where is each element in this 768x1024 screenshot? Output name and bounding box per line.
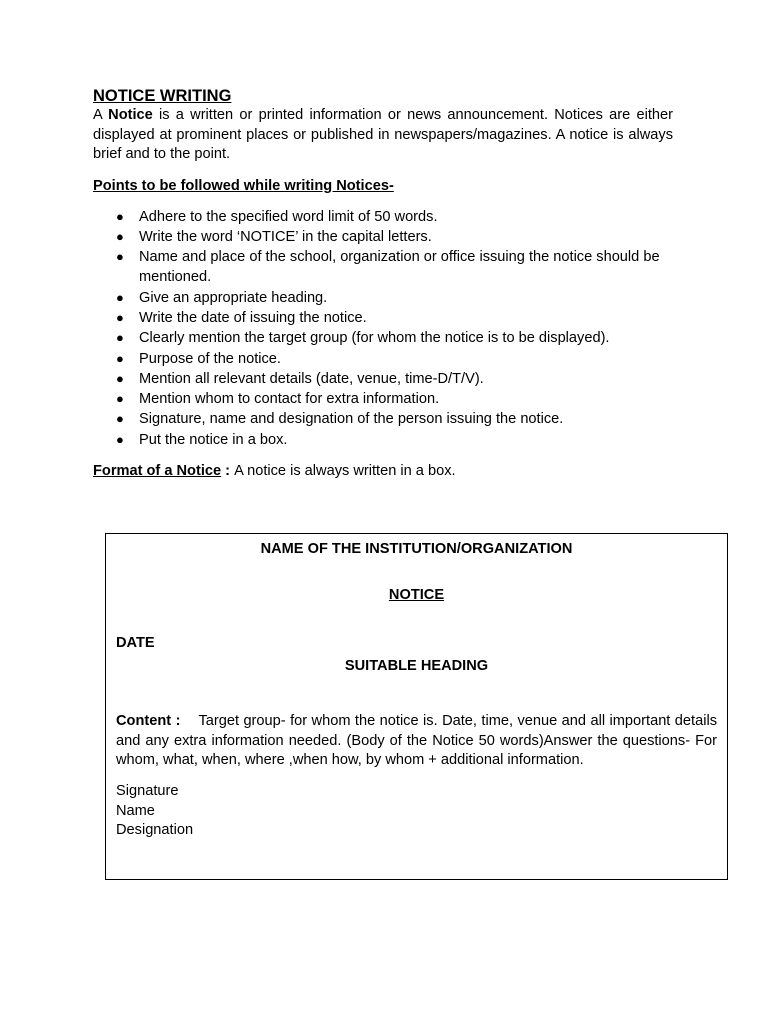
signature-block — [116, 782, 193, 841]
name-label: Name — [116, 802, 155, 819]
bullet-icon: ● — [116, 431, 124, 447]
content-paragraph — [116, 712, 717, 771]
institution-name: NAME OF THE INSTITUTION/ORGANIZATION — [260, 541, 573, 557]
list-item: ● Signature, name and designation of the person issuing the notice. — [93, 409, 673, 429]
format-text: A notice is always written in a box. — [234, 463, 456, 480]
suitable-heading: SUITABLE HEADING — [344, 658, 489, 674]
designation-label: Designation — [116, 822, 194, 838]
list-item: ● Mention all relevant details (date, venue, time-D/T/V). — [93, 369, 673, 389]
intro-bold-word: Notice — [108, 107, 153, 123]
list-item: ● Purpose of the notice. — [93, 349, 673, 369]
signature-label: Signature — [116, 783, 179, 799]
bullet-icon: ● — [116, 391, 124, 407]
bullet-icon: ● — [116, 208, 124, 224]
format-label: Format of a Notice : — [93, 463, 235, 480]
list-item: ● Write the word ‘NOTICE’ in the capital letters. — [93, 227, 673, 247]
content-text: Target group- for whom the notice is. Date, time, venue and all important details and any extra information needed. (Body of the Notice 50 words)Answer the questions- For whom, what, when, where ,when how, by whom + additional information. — [116, 713, 717, 768]
date-label: DATE — [116, 635, 155, 651]
content-label: Content : — [116, 713, 181, 729]
bullet-icon: ● — [116, 350, 124, 366]
list-item: ● Give an appropriate heading. — [93, 288, 673, 308]
intro-prefix: A — [93, 107, 109, 123]
format-line — [93, 461, 673, 481]
bullet-icon: ● — [116, 309, 124, 325]
points-heading: Points to be followed while writing Notices- — [93, 177, 394, 194]
list-item: ● Clearly mention the target group (for whom the notice is to be displayed). — [93, 328, 673, 348]
intro-paragraph — [93, 106, 673, 165]
notice-format-box — [105, 533, 728, 880]
notice-label: NOTICE — [388, 587, 445, 603]
bullet-icon: ● — [116, 228, 124, 244]
document-page — [93, 86, 673, 481]
list-item: ● Write the date of issuing the notice. — [93, 308, 673, 328]
bullet-icon: ● — [116, 330, 124, 346]
bullet-icon: ● — [116, 411, 124, 427]
list-item: ● Name and place of the school, organization or office issuing the notice should be mentioned. — [116, 249, 660, 286]
bullet-icon: ● — [116, 289, 124, 305]
page-title: NOTICE WRITING — [93, 87, 232, 105]
bullet-icon: ● — [116, 249, 124, 265]
list-item: ● Mention whom to contact for extra information. — [93, 389, 673, 409]
list-item: ● Put the notice in a box. — [93, 430, 673, 450]
bullet-icon: ● — [116, 370, 124, 386]
points-list — [93, 207, 673, 451]
list-item: ● Adhere to the specified word limit of 50 words. — [93, 207, 673, 227]
intro-rest: is a written or printed information or news announcement. Notices are either displayed at prominent places or published in newspapers/magazines. A notice is always brief and to the point. — [93, 107, 674, 162]
